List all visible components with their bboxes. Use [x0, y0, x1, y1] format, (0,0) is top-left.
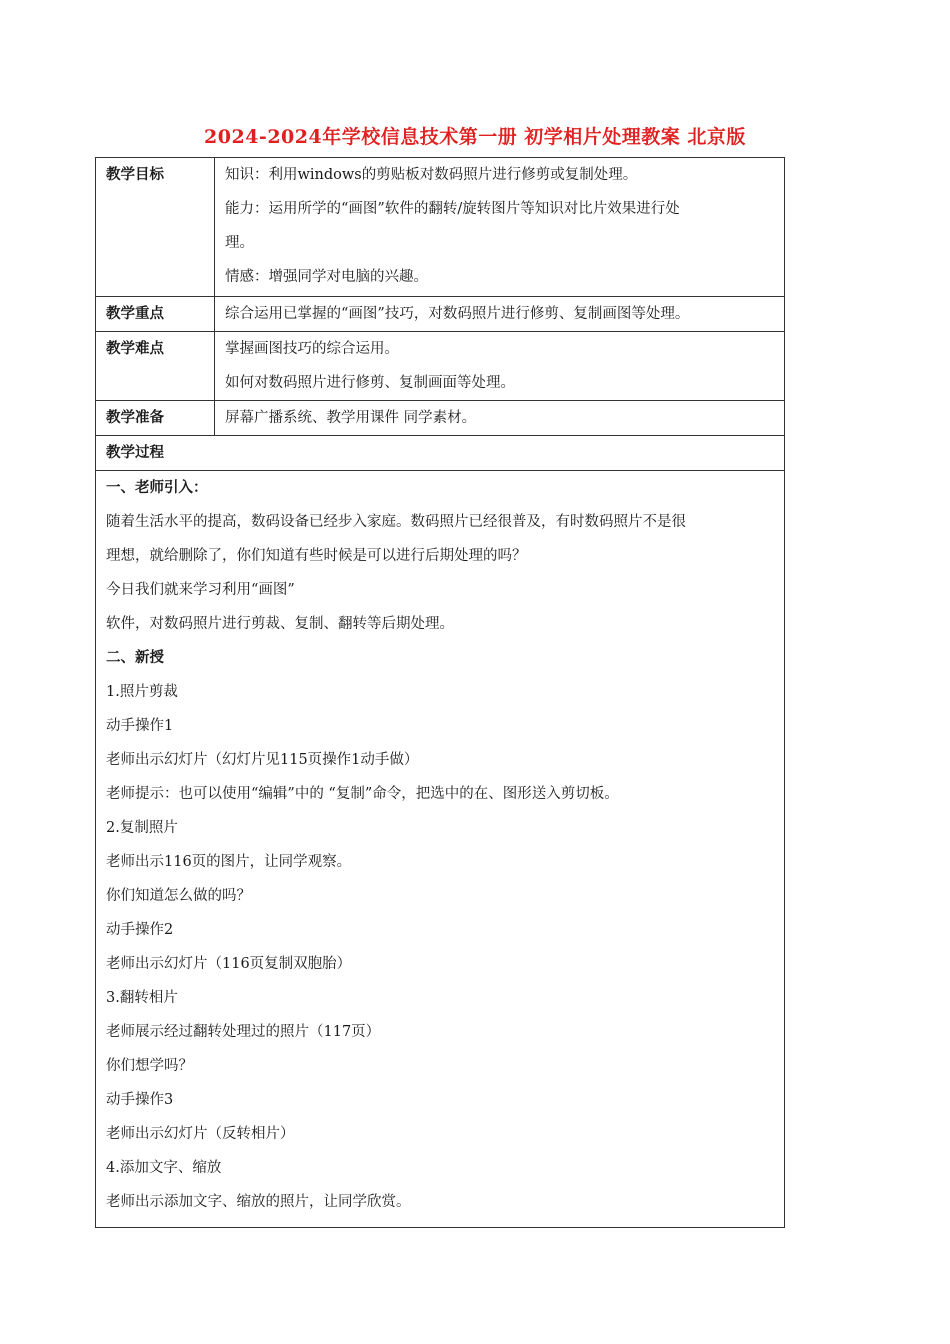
- body-line: 动手操作3: [106, 1092, 174, 1108]
- content-teaching-goal: [215, 158, 785, 297]
- body-line: 老师出示116页的图片，让同学观察。: [106, 854, 352, 870]
- body-line: 动手操作1: [106, 718, 174, 734]
- document-title: 2024-2024年学校信息技术第一册 初学相片处理教案 北京版: [204, 126, 746, 148]
- body-line: 软件，对数码照片进行剪裁、复制、翻转等后期处理。: [106, 616, 454, 632]
- body-line: 2.复制照片: [106, 820, 178, 836]
- body-line: 1.照片剪裁: [106, 684, 178, 700]
- body-line: 随着生活水平的提高，数码设备已经步入家庭。数码照片已经很普及，有时数码照片不是很: [106, 514, 686, 530]
- label-teaching-process: 教学过程: [96, 436, 785, 471]
- section-heading: 二、新授: [106, 649, 164, 666]
- body-line: 老师出示幻灯片（幻灯片见115页操作1动手做）: [106, 752, 419, 768]
- body-line: 老师出示幻灯片（116页复制双胞胎）: [106, 956, 352, 972]
- goal-line: 理。: [225, 235, 254, 251]
- label-teaching-key: 教学重点: [96, 297, 215, 332]
- label-teaching-difficulty: 教学难点: [96, 332, 215, 401]
- body-line: 理想，就给删除了，你们知道有些时候是可以进行后期处理的吗？: [106, 548, 527, 564]
- process-body: [96, 471, 785, 1228]
- row-teaching-key: [96, 297, 785, 332]
- row-teaching-process: [96, 436, 785, 471]
- row-teaching-goal: [96, 158, 785, 297]
- row-teaching-preparation: [96, 401, 785, 436]
- content-teaching-preparation: [215, 401, 785, 436]
- difficulty-line: 掌握画图技巧的综合运用。: [225, 341, 399, 357]
- body-line: 老师提示：也可以使用“编辑”中的 “复制”命令，把选中的在、图形送入剪切板。: [106, 786, 619, 802]
- body-line: 今日我们就来学习利用“画图”: [106, 582, 295, 598]
- process-body-lines: [106, 471, 776, 1219]
- row-teaching-difficulty: [96, 332, 785, 401]
- label-teaching-preparation: 教学准备: [96, 401, 215, 436]
- body-line: 动手操作2: [106, 922, 174, 938]
- body-line: 3.翻转相片: [106, 990, 178, 1006]
- goal-line: 能力：运用所学的“画图”软件的翻转/旋转图片等知识对比片效果进行处: [225, 201, 680, 217]
- content-teaching-key: [215, 297, 785, 332]
- key-line: 综合运用已掌握的“画图”技巧，对数码照片进行修剪、复制画图等处理。: [225, 306, 690, 322]
- preparation-line: 屏幕广播系统、教学用课件 同学素材。: [225, 410, 477, 426]
- bottom-spacer: [106, 1219, 776, 1227]
- body-line: 老师出示添加文字、缩放的照片，让同学欣赏。: [106, 1194, 411, 1210]
- content-teaching-difficulty: [215, 332, 785, 401]
- goal-line: 知识：利用windows的剪贴板对数码照片进行修剪或复制处理。: [225, 167, 638, 183]
- body-line: 老师展示经过翻转处理过的照片（117页）: [106, 1024, 381, 1040]
- label-teaching-goal: 教学目标: [96, 158, 215, 297]
- row-process-body: [96, 471, 785, 1228]
- lesson-plan-table: [95, 157, 785, 1228]
- body-line: 你们知道怎么做的吗？: [106, 888, 251, 904]
- body-line: 老师出示幻灯片（反转相片）: [106, 1126, 295, 1142]
- body-line: 4.添加文字、缩放: [106, 1160, 222, 1176]
- section-heading: 一、老师引入：: [106, 479, 208, 496]
- difficulty-line: 如何对数码照片进行修剪、复制画面等处理。: [225, 375, 515, 391]
- body-line: 你们想学吗？: [106, 1058, 193, 1074]
- goal-line: 情感：增强同学对电脑的兴趣。: [225, 269, 428, 285]
